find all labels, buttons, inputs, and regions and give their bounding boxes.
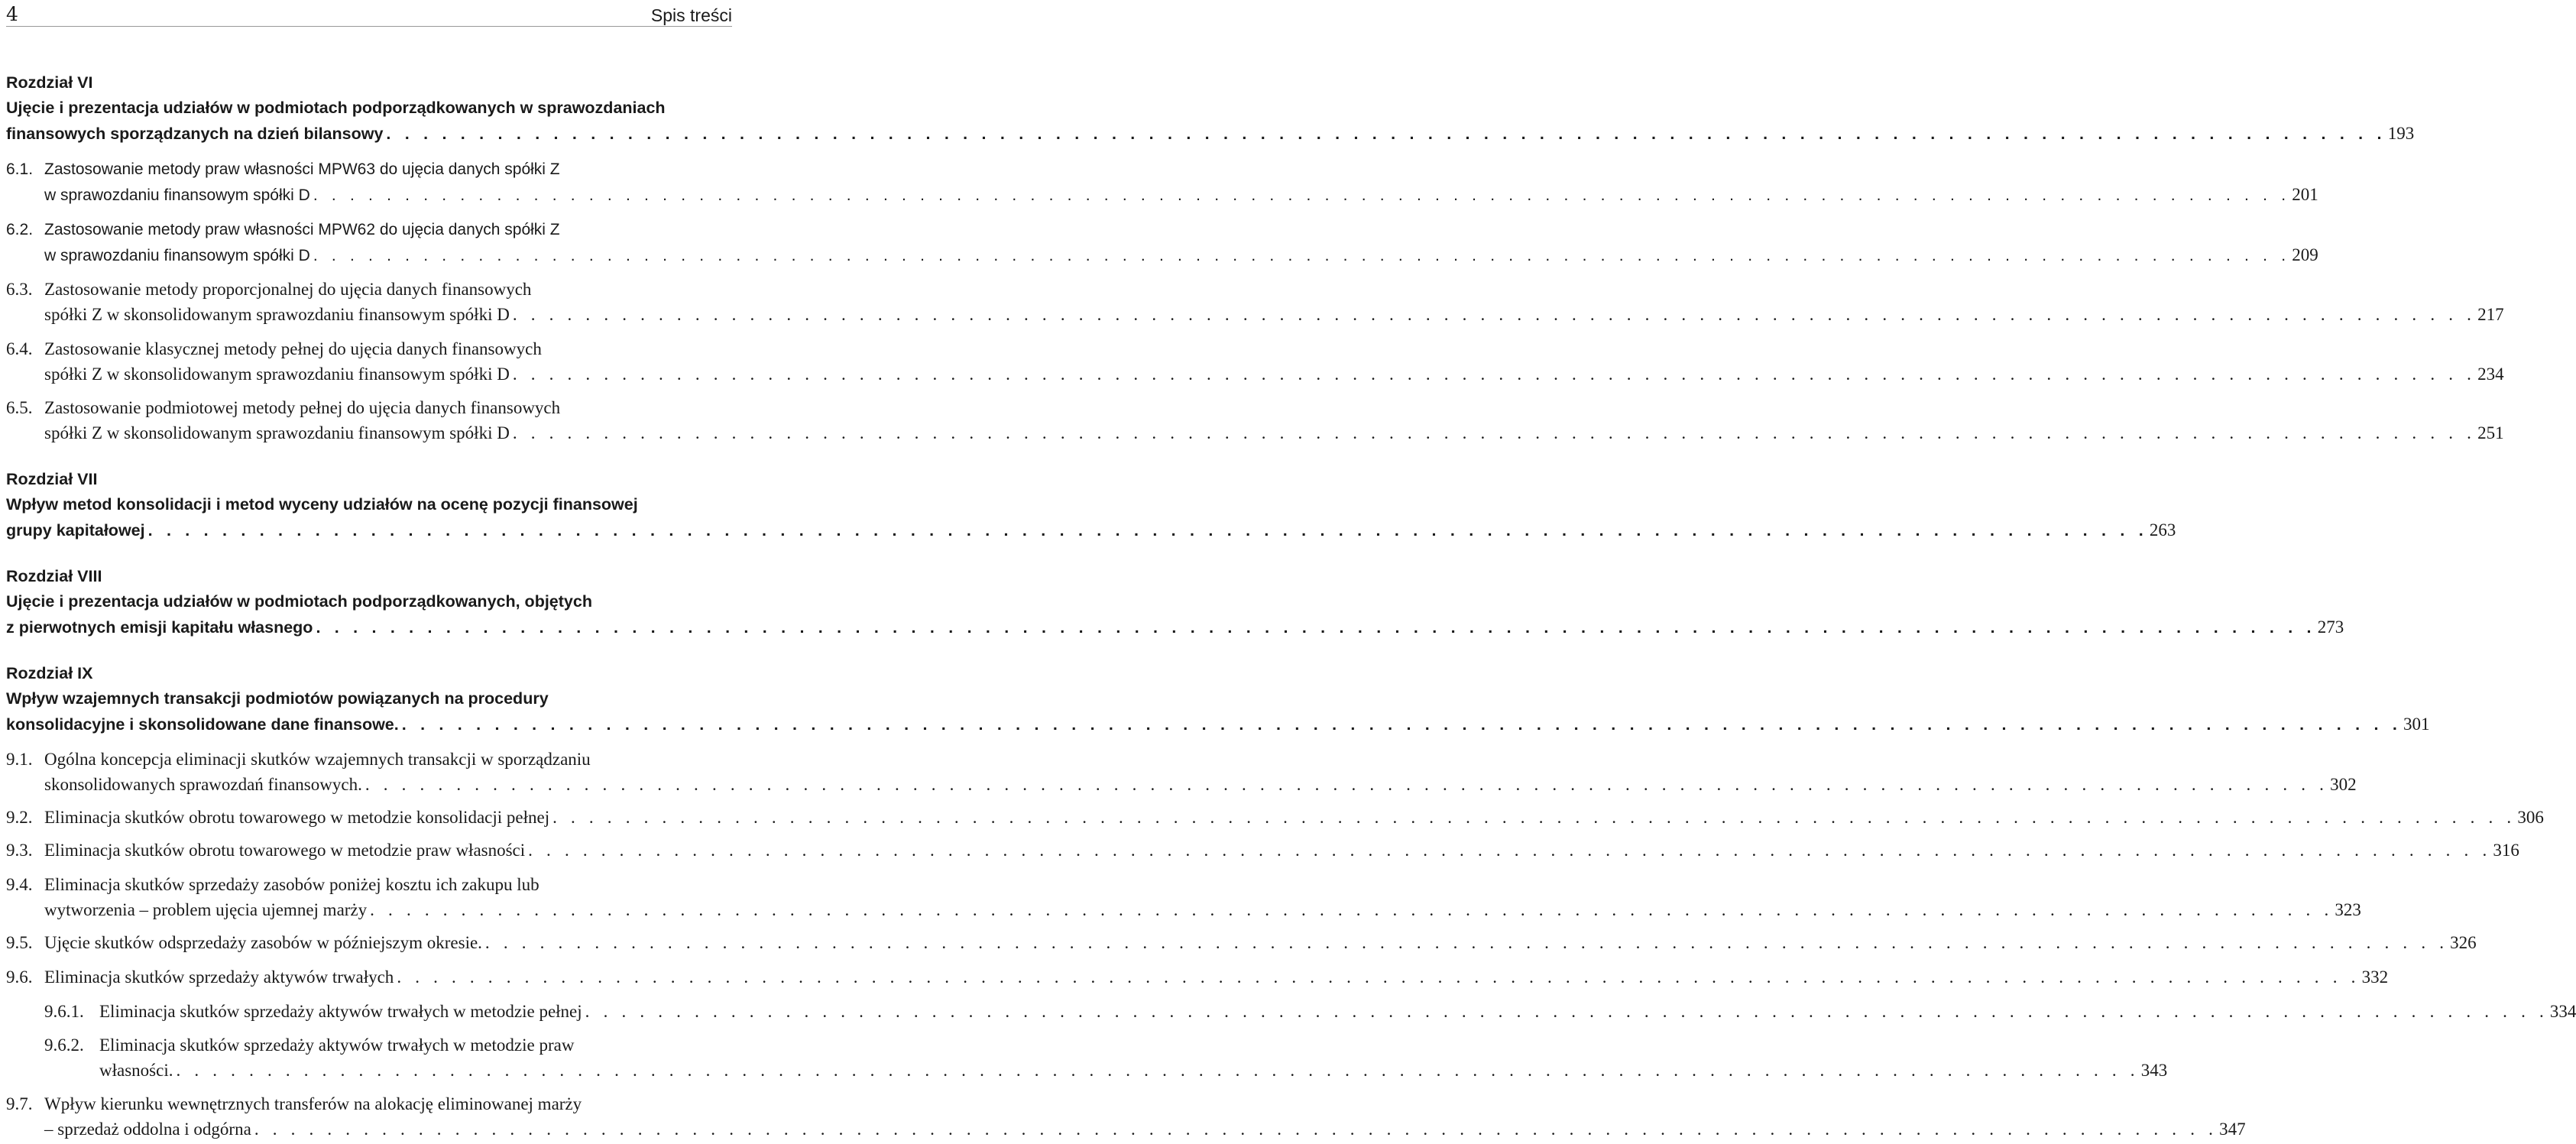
chapter-label: Rozdział VII [6, 470, 98, 488]
section-number: 9.1. [6, 750, 33, 769]
dot-leader: . . . . . . . . . . . . . . . . . . . . . . . . . . . . . . . . . . . . . . . . . . . . . . . . . . . . . . . . . . . . . . . . . . . . . . . . . . . . . . . . . . . . . . . . . . . . . . . . . . . . . . . . . . . . [370, 900, 2334, 919]
page-ref: 201 [2292, 185, 2318, 204]
section-title-line: Eliminacja skutków sprzedaży aktywów trwałych w metodzie pełnej [99, 1002, 582, 1021]
dot-leader: . . . . . . . . . . . . . . . . . . . . . . . . . . . . . . . . . . . . . . . . . . . . . . . . . . . . . . . . . . . . . . . . . . . . . . . . . . . . . . . . . . . . . . . . . . . . . . . . . . . . . . . . . . . . [528, 841, 2492, 860]
page-ref: 323 [2335, 900, 2361, 919]
section-title-line: własności. [99, 1061, 173, 1080]
chapter-title-line: Wpływ metod konsolidacji i metod wyceny udziałów na ocenę pozycji finansowej [6, 495, 638, 514]
section-number: 6.1. [6, 160, 34, 178]
dot-leader: . . . . . . . . . . . . . . . . . . . . . . . . . . . . . . . . . . . . . . . . . . . . . . . . . . . . . . . . . . . . . . . . . . . . . . . . . . . . . . . . . . . . . . . . . . . . . . . . . . . . . . . . . . . . [386, 125, 2386, 143]
chapter-entry-9[interactable] [6, 661, 2430, 737]
chapter-entry-6[interactable] [6, 70, 2415, 147]
chapter-label: Rozdział VI [6, 73, 93, 92]
section-title-line: Wpływ kierunku wewnętrznych transferów na alokację eliminowanej marży [44, 1094, 582, 1113]
section-title-line: Zastosowanie klasycznej metody pełnej do ujęcia danych finansowych [44, 339, 542, 358]
dot-leader: . . . . . . . . . . . . . . . . . . . . . . . . . . . . . . . . . . . . . . . . . . . . . . . . . . . . . . . . . . . . . . . . . . . . . . . . . . . . . . . . . . . . . . . . . . . . . . . . . . . . . . . . . . . . [397, 967, 2361, 987]
section-number: 6.3. [6, 280, 33, 299]
page-number: 4 [6, 3, 18, 25]
dot-leader: . . . . . . . . . . . . . . . . . . . . . . . . . . . . . . . . . . . . . . . . . . . . . . . . . . . . . . . . . . . . . . . . . . . . . . . . . . . . . . . . . . . . . . . . . . . . . . . . . . . . . . . . . . . . [147, 521, 2148, 540]
dot-leader: . . . . . . . . . . . . . . . . . . . . . . . . . . . . . . . . . . . . . . . . . . . . . . . . . . . . . . . . . . . . . . . . . . . . . . . . . . . . . . . . . . . . . . . . . . . . . . . . . . . . . . . . . . . . [585, 1002, 2548, 1021]
chapter-entry-8[interactable] [6, 564, 2344, 640]
chapter-title-line: konsolidacyjne i skonsolidowane dane finansowe. [6, 715, 399, 734]
page-ref: 306 [2517, 808, 2544, 827]
section-number: 6.2. [6, 221, 34, 238]
section-title-line: Ogólna koncepcja eliminacji skutków wzajemnych transakcji w sporządzaniu [44, 750, 591, 769]
section-number: 9.4. [6, 875, 33, 894]
page-ref: 217 [2477, 305, 2504, 324]
dot-leader: . . . . . . . . . . . . . . . . . . . . . . . . . . . . . . . . . . . . . . . . . . . . . . . . . . . . . . . . . . . . . . . . . . . . . . . . . . . . . . . . . . . . . . . . . . . . . . . . . . . . . . . . . . . . [512, 305, 2477, 324]
dot-leader: . . . . . . . . . . . . . . . . . . . . . . . . . . . . . . . . . . . . . . . . . . . . . . . . . . . . . . . . . . . . . . . . . . . . . . . . . . . . . . . . . . . . . . . . . . . . . . . . . . . . . . . . . . . . [254, 1120, 2218, 1139]
page-ref: 301 [2403, 715, 2430, 734]
running-title: Spis treści [650, 5, 732, 25]
section-title-line: Zastosowanie podmiotowej metody pełnej do ujęcia danych finansowych [44, 398, 561, 417]
section-title-line: Eliminacja skutków sprzedaży aktywów trwałych [44, 967, 394, 987]
section-title-line: Eliminacja skutków obrotu towarowego w metodzie konsolidacji pełnej [44, 808, 550, 827]
page-ref: 234 [2477, 365, 2504, 384]
section-title-line: spółki Z w skonsolidowanym sprawozdaniu finansowym spółki D [44, 305, 510, 324]
section-title-line: w sprawozdaniu finansowym spółki D [44, 247, 310, 264]
page-ref: 332 [2361, 967, 2389, 987]
section-title-line: – sprzedaż oddolna i odgórna [44, 1120, 251, 1139]
section-title-line: w sprawozdaniu finansowym spółki D [44, 186, 310, 204]
section-title-line: skonsolidowanych sprawozdań finansowych. [44, 775, 362, 794]
section-number: 9.7. [6, 1094, 33, 1113]
section-number: 9.5. [6, 933, 33, 952]
section-title-line: Zastosowanie metody proporcjonalnej do ujęcia danych finansowych [44, 280, 532, 299]
dot-leader: . . . . . . . . . . . . . . . . . . . . . . . . . . . . . . . . . . . . . . . . . . . . . . . . . . . . . . . . . . . . . . . . . . . . . . . . . . . . . . . . . . . . . . . . . . . . . . . . . . . . . . . . . . . . [176, 1061, 2140, 1080]
dot-leader: . . . . . . . . . . . . . . . . . . . . . . . . . . . . . . . . . . . . . . . . . . . . . . . . . . . . . . . . . . . . . . . . . . . . . . . . . . . . . . . . . . . . . . . . . . . . . . . . . . . . . . . . . . . . [365, 775, 2329, 794]
section-title-line: Eliminacja skutków obrotu towarowego w metodzie praw własności [44, 841, 526, 860]
section-title-line: wytworzenia – problem ujęcia ujemnej marży [44, 900, 368, 919]
section-number: 9.6. [6, 967, 33, 987]
dot-leader: . . . . . . . . . . . . . . . . . . . . . . . . . . . . . . . . . . . . . . . . . . . . . . . . . . . . . . . . . . . . . . . . . . . . . . . . . . . . . . . . . . . . . . . . . . . . . . . . . . . . . . . . . . . . [552, 808, 2516, 827]
section-number: 9.2. [6, 808, 33, 827]
page-ref: 343 [2140, 1061, 2168, 1080]
chapter-title-line: Wpływ wzajemnych transakcji podmiotów powiązanych na procedury [6, 689, 549, 708]
dot-leader: . . . . . . . . . . . . . . . . . . . . . . . . . . . . . . . . . . . . . . . . . . . . . . . . . . . . . . . . . . . . . . . . . . . . . . . . . . . . . . . . . . . . . . . . . . . . . . . . . . . . . . . . . . . . [313, 186, 2291, 204]
page-ref: 326 [2450, 933, 2477, 952]
page-ref: 302 [2330, 775, 2357, 794]
section-title-line: spółki Z w skonsolidowanym sprawozdaniu finansowym spółki D [44, 423, 510, 442]
page-ref: 193 [2387, 124, 2415, 143]
section-title-line: Ujęcie skutków odsprzedaży zasobów w późniejszym okresie. [44, 933, 482, 952]
page-ref: 347 [2219, 1120, 2246, 1139]
page-ref: 334 [2549, 1002, 2576, 1021]
section-title-line: Eliminacja skutków sprzedaży zasobów poniżej kosztu ich zakupu lub [44, 875, 540, 894]
section-title-line: Zastosowanie metody praw własności MPW62 do ujęcia danych spółki Z [44, 221, 560, 238]
chapter-label: Rozdział VIII [6, 567, 102, 585]
page-ref: 251 [2477, 423, 2504, 442]
section-number: 9.6.2. [44, 1035, 84, 1055]
dot-leader: . . . . . . . . . . . . . . . . . . . . . . . . . . . . . . . . . . . . . . . . . . . . . . . . . . . . . . . . . . . . . . . . . . . . . . . . . . . . . . . . . . . . . . . . . . . . . . . . . . . . . . . . . . . . [512, 423, 2477, 442]
section-title-line: Zastosowanie metody praw własności MPW63 do ujęcia danych spółki Z [44, 160, 560, 178]
dot-leader: . . . . . . . . . . . . . . . . . . . . . . . . . . . . . . . . . . . . . . . . . . . . . . . . . . . . . . . . . . . . . . . . . . . . . . . . . . . . . . . . . . . . . . . . . . . . . . . . . . . . . . . . . . . . [512, 365, 2477, 384]
chapter-title-line: finansowych sporządzanych na dzień bilansowy [6, 125, 384, 143]
dot-leader: . . . . . . . . . . . . . . . . . . . . . . . . . . . . . . . . . . . . . . . . . . . . . . . . . . . . . . . . . . . . . . . . . . . . . . . . . . . . . . . . . . . . . . . . . . . . . . . . . . . . . . . . . . . . [316, 618, 2316, 637]
dot-leader: . . . . . . . . . . . . . . . . . . . . . . . . . . . . . . . . . . . . . . . . . . . . . . . . . . . . . . . . . . . . . . . . . . . . . . . . . . . . . . . . . . . . . . . . . . . . . . . . . . . . . . . . . . . . [313, 247, 2291, 264]
section-number: 6.4. [6, 339, 33, 358]
chapter-title-line: Ujęcie i prezentacja udziałów w podmiotach podporządkowanych, objętych [6, 592, 592, 611]
chapter-title-line: Ujęcie i prezentacja udziałów w podmiotach podporządkowanych w sprawozdaniach [6, 99, 666, 117]
section-title-line: Eliminacja skutków sprzedaży aktywów trwałych w metodzie praw [99, 1035, 575, 1055]
page-ref: 209 [2292, 245, 2318, 264]
section-number: 9.3. [6, 841, 33, 860]
chapter-title-line: z pierwotnych emisji kapitału własnego [6, 618, 313, 637]
section-number: 6.5. [6, 398, 33, 417]
page-ref: 263 [2149, 520, 2176, 540]
dot-leader: . . . . . . . . . . . . . . . . . . . . . . . . . . . . . . . . . . . . . . . . . . . . . . . . . . . . . . . . . . . . . . . . . . . . . . . . . . . . . . . . . . . . . . . . . . . . . . . . . . . . . . . . . . . . [401, 715, 2403, 734]
page-header [6, 3, 732, 27]
section-title-line: spółki Z w skonsolidowanym sprawozdaniu finansowym spółki D [44, 365, 510, 384]
dot-leader: . . . . . . . . . . . . . . . . . . . . . . . . . . . . . . . . . . . . . . . . . . . . . . . . . . . . . . . . . . . . . . . . . . . . . . . . . . . . . . . . . . . . . . . . . . . . . . . . . . . . . . . . . . . . [484, 933, 2449, 952]
page-ref: 316 [2493, 841, 2519, 860]
chapter-label: Rozdział IX [6, 664, 93, 682]
chapter-title-line: grupy kapitałowej [6, 521, 145, 540]
page-ref: 273 [2317, 617, 2344, 637]
section-number: 9.6.1. [44, 1002, 84, 1021]
chapter-entry-7[interactable] [6, 467, 2176, 543]
